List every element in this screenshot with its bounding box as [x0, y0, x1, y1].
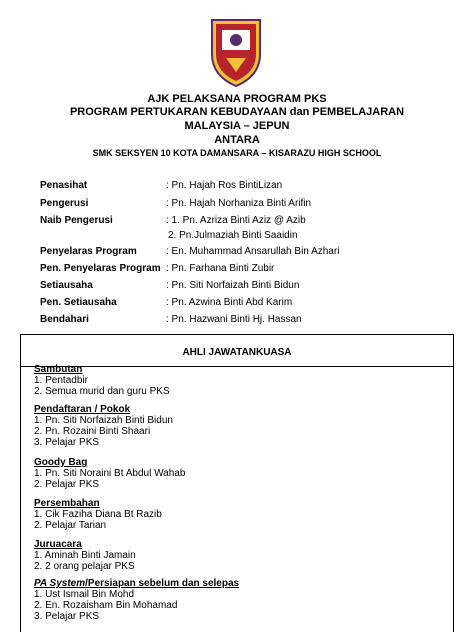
list-item: 2. Pn. Rozaini Binti Shaari — [34, 426, 151, 437]
officer-name: : Pn. Siti Norfaizah Binti Bidun — [166, 280, 300, 291]
officer-role: Pen. Penyelaras Program — [40, 263, 161, 274]
divider — [20, 334, 21, 632]
header-countries: MALAYSIA – JEPUN — [184, 120, 290, 132]
list-item: 1. Pn. Siti Noraini Bt Abdul Wahab — [34, 468, 186, 479]
list-item: 2. En. Rozaisham Bin Mohamad — [34, 600, 178, 611]
list-item: 1. Ust Ismail Bin Mohd — [34, 589, 135, 600]
committee-section — [34, 578, 239, 622]
list-item: 1. Aminah Binti Jamain — [34, 550, 136, 561]
section-title: Pendaftaran / Pokok — [34, 404, 131, 415]
list-item: 2. Pelajar PKS — [34, 479, 100, 490]
section-title: Juruacara — [34, 539, 82, 550]
list-item: 2. Pelajar Tarian — [34, 520, 107, 531]
committee-section — [34, 364, 170, 397]
list-item: 1. Cik Faziha Diana Bt Razib — [34, 509, 162, 520]
section-title — [34, 578, 239, 589]
list-item: 3. Pelajar PKS — [34, 611, 100, 622]
list-item: 1. Pn. Siti Norfaizah Binti Bidun — [34, 415, 173, 426]
divider — [20, 334, 454, 335]
list-item: 1. Pentadbir — [34, 375, 88, 386]
officer-role: Pengerusi — [40, 198, 89, 209]
list-item: 2. 2 orang pelajar PKS — [34, 561, 135, 572]
header-title: AJK PELAKSANA PROGRAM PKS — [147, 93, 327, 105]
committee-section — [34, 539, 136, 572]
officer-role: Penasihat — [40, 180, 88, 191]
officer-name: : En. Muhammad Ansarullah Bin Azhari — [166, 246, 340, 257]
list-item: 2. Semua murid dan guru PKS — [34, 386, 170, 397]
officer-role: Bendahari — [40, 314, 89, 325]
header-program: PROGRAM PERTUKARAN KEBUDAYAAN dan PEMBELAJARAN — [69, 106, 405, 118]
officer-name: : Pn. Hazwani Binti Hj. Hassan — [166, 314, 302, 325]
officer-name: : Pn. Hajah Norhaniza Binti Arifin — [166, 198, 312, 209]
officer-name: : Pn. Hajah Ros BintiLizan — [166, 180, 283, 191]
section-title: Goody Bag — [34, 457, 88, 468]
header-schools: SMK SEKSYEN 10 KOTA DAMANSARA – KISARAZU HIGH SCHOOL — [92, 148, 382, 158]
officer-name: 2. Pn.Julmaziah Binti Saaidin — [168, 230, 298, 241]
section-title: Persembahan — [34, 498, 100, 509]
officer-name: : 1. Pn. Azriza Binti Aziz @ Azib — [166, 215, 306, 226]
committee-section — [34, 404, 173, 448]
section-title-italic: PA System — [34, 578, 86, 589]
committee-title: AHLI JAWATANKUASA — [182, 347, 292, 358]
list-item: 3. Pelajar PKS — [34, 437, 100, 448]
section-title-rest: /Persiapan sebelum dan selepas — [85, 578, 240, 589]
officer-name: : Pn. Azwina Binti Abd Karim — [166, 297, 293, 308]
officer-role: Penyelaras Program — [40, 246, 137, 257]
header-antara: ANTARA — [214, 134, 260, 146]
divider — [453, 334, 454, 632]
committee-section — [34, 498, 162, 531]
school-crest-logo — [208, 14, 264, 88]
officer-role: Naib Pengerusi — [40, 215, 113, 226]
officer-name: : Pn. Farhana Binti Zubir — [166, 263, 275, 274]
officer-role: Pen. Setiausaha — [40, 297, 117, 308]
officer-role: Setiausaha — [40, 280, 93, 291]
committee-section — [34, 457, 185, 490]
section-title: Sambutan — [34, 364, 83, 375]
